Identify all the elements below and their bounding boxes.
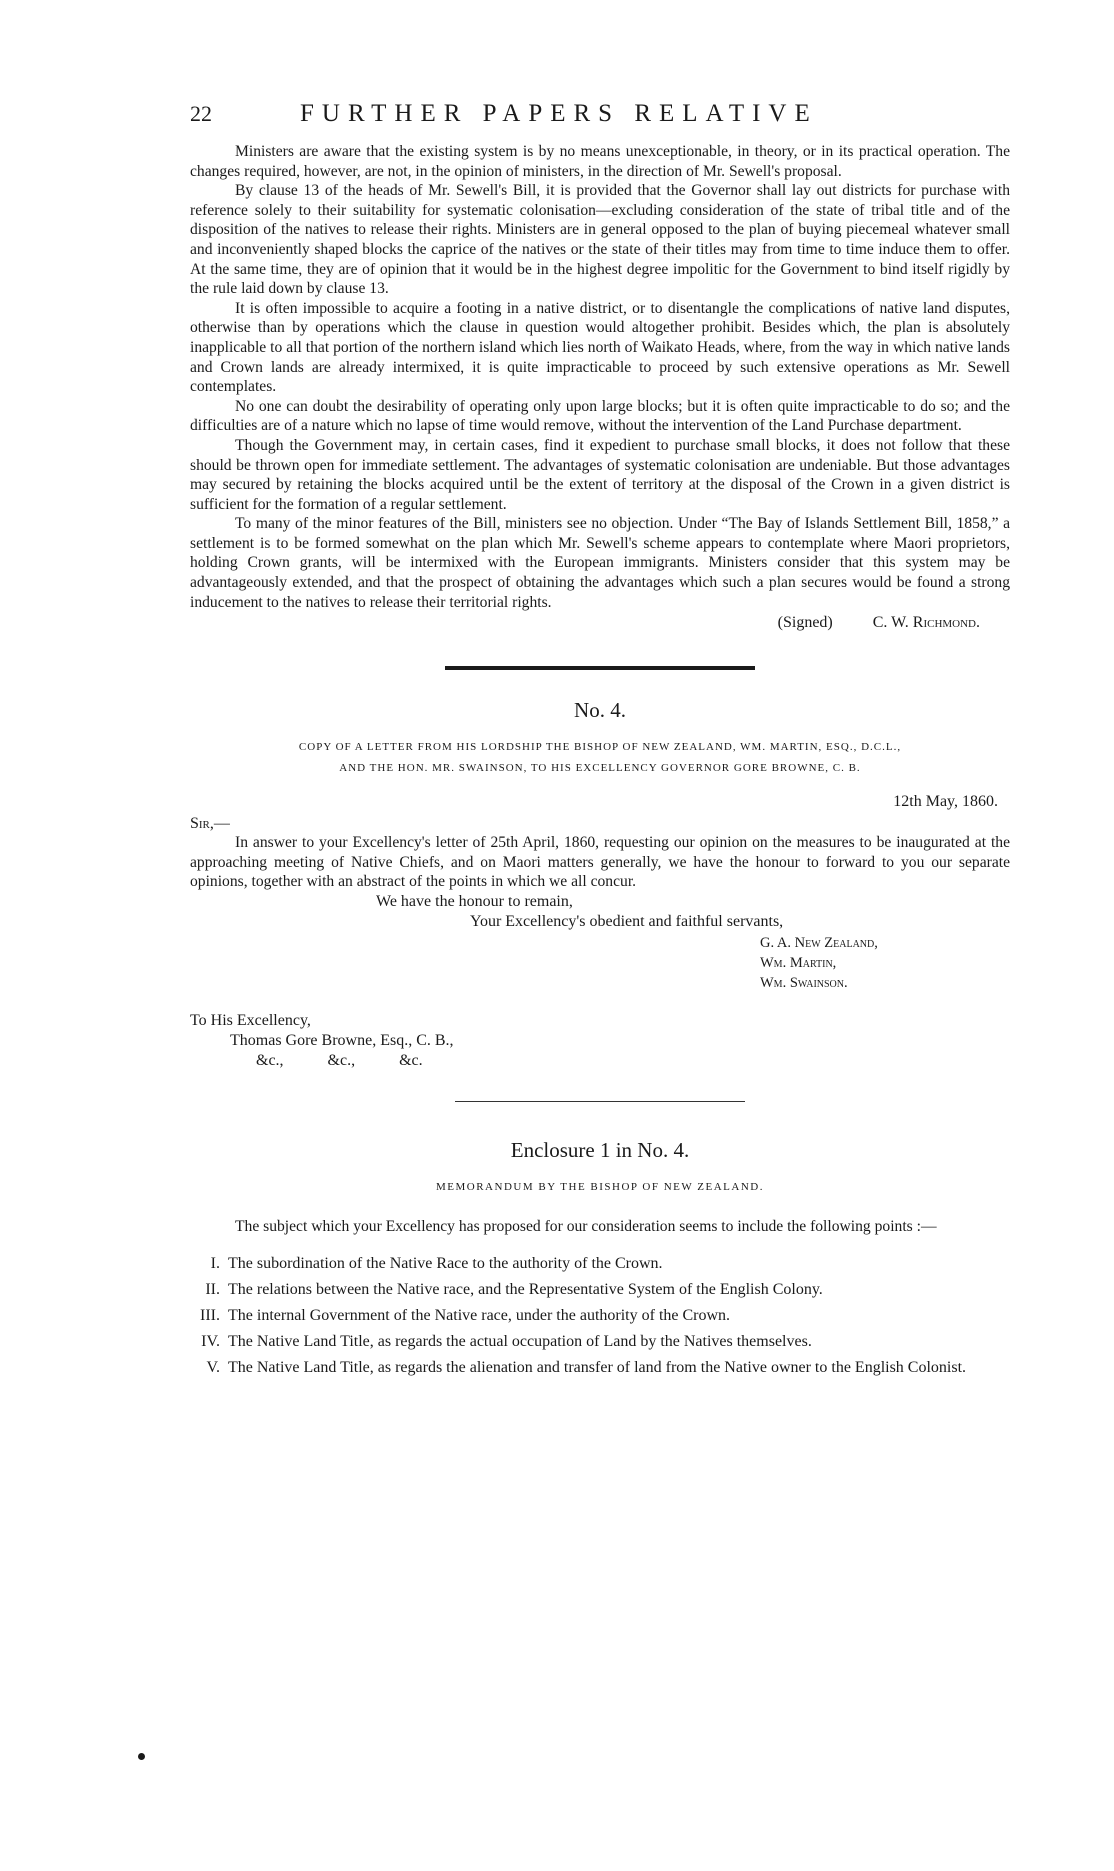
closing-line: Your Excellency's obedient and faithful servants,: [470, 912, 784, 930]
document-number-heading: No. 4.: [574, 698, 626, 723]
letter-no-4: [190, 698, 1010, 1071]
enclosure-1: [190, 1138, 1010, 1381]
signature-line: [190, 614, 1010, 632]
point-number: IV.: [201, 1332, 220, 1350]
list-item: [190, 1277, 1010, 1303]
point-text: The subordination of the Native Race to the authority of the Crown.: [228, 1254, 663, 1272]
enclosure-heading: Enclosure 1 in No. 4.: [510, 1138, 690, 1163]
signatory: G. A. New Zealand,: [760, 935, 878, 952]
point-number: V.: [206, 1358, 220, 1376]
page-number: 22: [190, 101, 212, 126]
point-text: The internal Government of the Native race, under the authority of the Crown.: [228, 1306, 731, 1324]
richmond-memorandum: [190, 142, 1010, 632]
memorandum-subtitle: MEMORANDUM BY THE BISHOP OF NEW ZEALAND.: [436, 1181, 764, 1194]
paragraph: No one can doubt the desirability of operating only upon large blocks; but it is often quite impracticable to do so; and the difficulties are of a nature which no lapse of time would remove, without the intervention of the Land Purchase department.: [190, 397, 1010, 435]
signatory: Wm. Martin,: [760, 955, 837, 972]
point-text: The Native Land Title, as regards the actual occupation of Land by the Natives themselves.: [228, 1332, 812, 1350]
section-divider: [455, 1101, 745, 1102]
letter-body: In answer to your Excellency's letter of 25th April, 1860, requesting our opinion on the measures to be inaugurated at the approaching meeting of Native Chiefs, and on Maori matters generally, we have the honour to forward to you our separate opinions, together with an abstract of the points in which we all concur.: [190, 834, 1010, 891]
page-header: [190, 100, 1010, 128]
points-list: [190, 1251, 1010, 1381]
paragraph: Though the Government may, in certain cases, find it expedient to purchase small blocks, it does not follow that these should be thrown open for immediate settlement. The advantages of systematic colonisation are undeniable. But those advantages may secured by retaining the blocks acquired until be the extent of territory at the disposal of the Crown in a given district is sufficient for the formation of a regular settlement.: [190, 436, 1010, 513]
point-number: II.: [205, 1280, 220, 1298]
letter-closing: [190, 892, 1010, 931]
list-item: [190, 1329, 1010, 1355]
signatory: Wm. Swainson.: [760, 975, 848, 992]
paragraph: Ministers are aware that the existing system is by no means unexceptionable, in theory, or in its practical operation. The changes required, however, are not, in the opinion of ministers, in the direction of Mr. Sewell's proposal.: [190, 143, 1010, 180]
closing-line: We have the honour to remain,: [376, 893, 573, 911]
point-number: III.: [200, 1306, 220, 1324]
point-text: The Native Land Title, as regards the alienation and transfer of land from the Native owner to the English Colonist.: [228, 1358, 967, 1376]
section-divider: [445, 666, 755, 670]
memorandum-intro: The subject which your Excellency has proposed for our consideration seems to include the following points :—: [235, 1218, 937, 1236]
signed-label: (Signed): [777, 614, 833, 632]
list-item: [190, 1303, 1010, 1329]
list-item: [190, 1355, 1010, 1381]
addressee-line: Thomas Gore Browne, Esq., C. B.,: [230, 1032, 454, 1050]
letter-title: [190, 737, 1010, 779]
paragraph: It is often impossible to acquire a footing in a native district, or to disentangle the complications of native land disputes, otherwise than by operations which the clause in question would altogether prohibit. Besides which, the plan is absolutely inapplicable to all that portion of the northern island which lies north of Waikato Heads, where, from the way in which native lands and Crown lands are already intermixed, it is quite impracticable to proceed by such extensive operations as Mr. Sewell contemplates.: [190, 299, 1010, 396]
letter-title-line: AND THE HON. MR. SWAINSON, TO HIS EXCELLENCY GOVERNOR GORE BROWNE, C. B.: [339, 762, 861, 775]
salutation: Sir,—: [190, 815, 230, 833]
list-item: [190, 1251, 1010, 1277]
paragraph: To many of the minor features of the Bill, ministers see no objection. Under “The Bay of Islands Settlement Bill, 1858,” a settlement is to be formed somewhat on the plan which Mr. Sewell's scheme appears to contemplate where Maori proprietors, holding Crown grants, will be intermixed with the European immigrants. Ministers consider that this system may be advantageously extended, and that the prospect of obtaining the advantages which such a plan secures would be found a strong inducement to the natives to release their territorial rights.: [190, 515, 1010, 611]
margin-bullet: [138, 1753, 145, 1760]
point-text: The relations between the Native race, and the Representative System of the English Colony.: [228, 1280, 823, 1298]
running-head: FURTHER PAPERS RELATIVE: [300, 100, 818, 127]
addressee-line: To His Excellency,: [190, 1012, 311, 1030]
document-page: [190, 100, 1010, 1381]
letter-title-line: COPY OF A LETTER FROM HIS LORDSHIP THE BISHOP OF NEW ZEALAND, WM. MARTIN, ESQ., D.C.L.,: [298, 741, 902, 754]
addressee-block: [190, 1011, 1010, 1071]
point-number: I.: [210, 1254, 220, 1272]
signer-name: C. W. Richmond.: [872, 614, 980, 632]
signatories: [760, 933, 1010, 993]
letter-date: 12th May, 1860.: [893, 793, 998, 811]
addressee-line: &c., &c., &c.: [256, 1052, 423, 1070]
paragraph: By clause 13 of the heads of Mr. Sewell's Bill, it is provided that the Governor shall lay out districts for purchase with reference solely to their suitability for systematic colonisation—excluding consideration of the state of tribal title and of the disposition of the natives to release their rights. Ministers are in general opposed to the plan of buying piecemeal whatever small and inconveniently shaped blocks the caprice of the natives or the state of their titles may from time to time induce them to offer. At the same time, they are of opinion that it would be in the highest degree impolitic for the Government to bind itself rigidly by the rule laid down by clause 13.: [190, 182, 1010, 298]
